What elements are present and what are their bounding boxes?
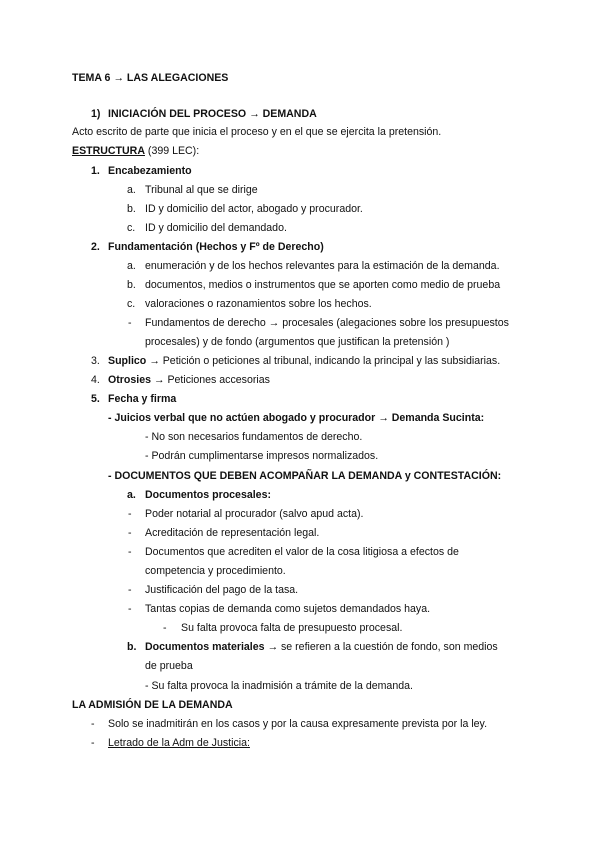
suplico-text: → Petición o peticiones al tribunal, indicando la principal y las subsidiarias. [146,355,501,367]
sub-item: ID y domicilio del demandado. [145,222,287,234]
list-item [108,374,270,387]
docs-materiales-line [145,641,498,654]
juicios-note: - Podrán cumplimentarse impresos normalizados. [145,450,379,462]
estructura-label: ESTRUCTURA [72,145,145,157]
list-item: Acreditación de representación legal. [145,527,320,539]
sub-marker: - [128,317,132,329]
list-item: Encabezamiento [108,165,192,177]
sub-item: enumeración y de los hechos relevantes para la estimación de la demanda. [145,260,500,272]
bullet-dash: - [128,584,132,596]
sub-marker: b. [127,203,136,215]
sub-marker: a. [127,184,136,196]
list-item-continuation: competencia y procedimiento. [145,565,286,577]
bullet-dash: - [91,737,95,749]
docs-materiales-continuation: de prueba [145,660,193,672]
bullet-dash: - [163,622,167,634]
estructura-ref: (399 LEC): [144,145,200,157]
list-item: Poder notarial al procurador (salvo apud acta). [145,508,364,520]
sub-list-item: Su falta provoca falta de presupuesto procesal. [181,622,403,634]
section-heading: INICIACIÓN DEL PROCESO → DEMANDA [108,108,317,120]
suplico-label: Suplico [108,355,147,367]
bullet-dash: - [128,527,132,539]
list-item: Fundamentación (Hechos y Fº de Derecho) [108,241,324,253]
docs-materiales-text: → se refieren a la cuestión de fondo, son medios [264,641,498,653]
sub-marker: c. [127,222,136,234]
admision-heading: LA ADMISIÓN DE LA DEMANDA [72,699,233,711]
docs-heading: - DOCUMENTOS QUE DEBEN ACOMPAÑAR LA DEMANDA y CONTESTACIÓN: [108,470,502,482]
list-item: Tantas copias de demanda como sujetos demandados haya. [145,603,431,615]
page-title: TEMA 6 → LAS ALEGACIONES [72,72,229,84]
sub-item: Fundamentos de derecho → procesales (alegaciones sobre los presupuestos [145,317,509,329]
list-item: Solo se inadmitirán en los casos y por la causa expresamente prevista por la ley. [108,718,488,730]
list-number: 5. [91,393,100,405]
docs-materiales-label: Documentos materiales [145,641,265,653]
estructura-line [72,145,199,158]
list-item: Fecha y firma [108,393,177,405]
list-number: 3. [91,355,100,367]
bullet-dash: - [128,603,132,615]
sub-item: ID y domicilio del actor, abogado y procurador. [145,203,363,215]
list-number: 4. [91,374,100,386]
sub-marker: a. [127,260,136,272]
juicios-note: - No son necesarios fundamentos de derecho. [145,431,363,443]
list-item [108,355,500,368]
juicios-heading: - Juicios verbal que no actúen abogado y procurador → Demanda Sucinta: [108,412,485,424]
docs-procesales-heading: Documentos procesales: [145,489,271,501]
bullet-dash: - [128,546,132,558]
list-item: Letrado de la Adm de Justicia: [108,737,250,749]
sub-marker: b. [127,641,137,653]
bullet-dash: - [91,718,95,730]
section-number: 1) [91,108,101,120]
sub-item: documentos, medios o instrumentos que se aporten como medio de prueba [145,279,501,291]
otrosies-label: Otrosies [108,374,151,386]
list-item: Documentos que acrediten el valor de la cosa litigiosa a efectos de [145,546,459,558]
list-number: 1. [91,165,100,177]
definition-text: Acto escrito de parte que inicia el proceso y en el que se ejercita la pretensión. [72,126,442,138]
list-number: 2. [91,241,100,253]
sub-item: valoraciones o razonamientos sobre los hechos. [145,298,372,310]
sub-item-continuation: procesales) y de fondo (argumentos que justifican la pretensión ) [145,336,450,348]
sub-marker: b. [127,279,136,291]
bullet-dash: - [128,508,132,520]
sub-marker: c. [127,298,136,310]
list-item: Justificación del pago de la tasa. [145,584,299,596]
sub-item: Tribunal al que se dirige [145,184,258,196]
sub-marker: a. [127,489,136,501]
docs-materiales-note: - Su falta provoca la inadmisión a trámite de la demanda. [145,680,413,692]
otrosies-text: → Peticiones accesorias [150,374,270,386]
